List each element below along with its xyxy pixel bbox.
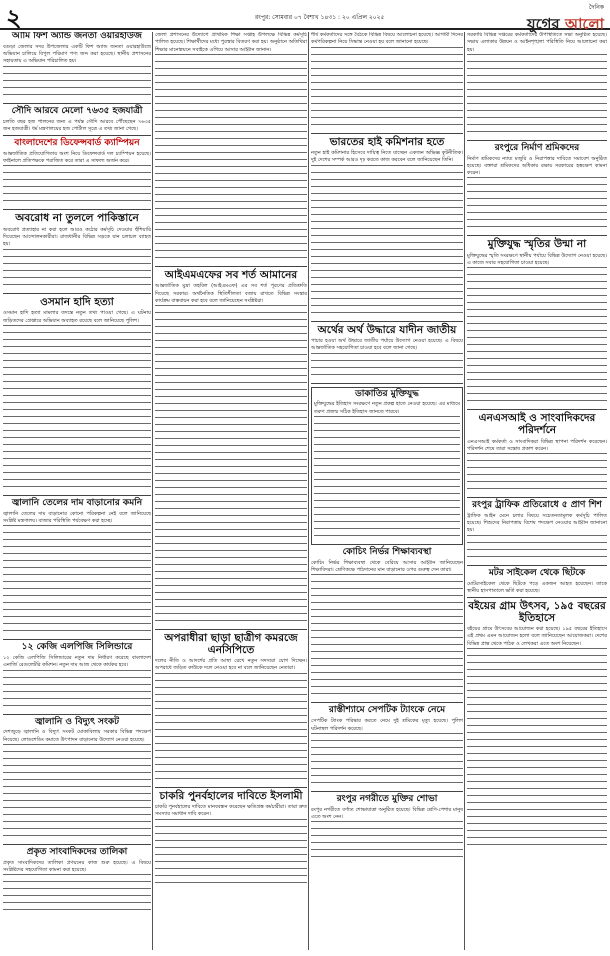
article-headline: অর্থের অর্থ উদ্ধারে যাদীন জাতীয় [317,323,457,336]
article-text-lines [155,305,307,627]
article-body: জেলা প্রশাসনের উদ্যোগে প্রাথমিক শিক্ষা সপ্তাহ উপলক্ষে বিভিন্ন কর্মসূচি পালিত হয়েছে। শিক্ষার্থীদের মধ্যে পুরস্কার বিতরণ করা হয়। অনুষ্ঠানে অতিথিরা শিক্ষার মানোন্নয়নে সবাইকে এগিয়ে আসার আহ্বান জানান। [155,32,307,53]
article-headline: এনএসআই ও সাংবাদিকদের পরিদর্শনে [478,412,596,436]
article-body: আন্তর্জাতিক প্রতিযোগিতায় অংশ নিয়ে ডিফেন্সবার্ড দল চ্যাম্পিয়ন হয়েছে। ফাইনালে প্রতিপক্ষকে পরাজিত করে তারা এ সাফল্য অর্জন করে। [3,150,151,165]
article-headline: আর্মি ফিশ অ্যান্ড জনতা ওয়ারহাউজ [12,32,142,41]
article-headline: ১২ কেজি এলপিজি সিলিন্ডারে [21,642,133,653]
article [311,706,463,791]
article-headline: প্রকৃত সাংবাদিকদের তালিকা [26,846,128,857]
article-headline: জ্বালানি তেলের দাম বাড়ানোর কমনি [11,497,143,508]
article-headline: অপরাধীরা ছাড়া ছাত্রীগ কমরজে এনসিপিতে [164,632,298,656]
article-headline: বইয়ের গ্রাম উৎসব, ১৯৫ বছরের ইতিহাসে [468,600,606,624]
article-text-lines [311,353,463,381]
article-text-lines [3,525,151,637]
article [3,643,151,714]
article [467,32,607,141]
article-headline: আইএমএফের সব শর্ত আমানের [164,268,298,281]
article-body: দলের নীতি ও আদর্শের প্রতি আস্থা রেখে নতুন সদস্যরা যোগ দিচ্ছেন। অপরাধে জড়িত কাউকে দলে নেওয়া হবে না বলে জানিয়েছেন নেতারা। [155,658,307,672]
article-text-lines [3,874,151,914]
article-body: নতুন হাই কমিশনার হিসেবে দায়িত্ব নিতে যাচ্ছেন একজন অভিজ্ঞ কূটনীতিক। দুই দেশের সম্পর্ক আরও দৃঢ় করতে কাজ করবেন বলে জানিয়েছেন তিনি। [311,150,463,164]
article-text-lines [155,673,307,785]
article-body: জ্বালানি তেলের দাম বাড়ানোর কোনো পরিকল্পনা নেই বলে জানিয়েছে সংশ্লিষ্ট মন্ত্রণালয়। বাজার পরিস্থিতি পর্যবেক্ষণ করা হচ্ছে। [3,510,151,524]
article-text-lines [3,249,151,291]
page-number: ২ [6,3,22,32]
article [467,239,607,410]
article-text-lines [467,267,607,407]
article [467,601,607,850]
column-divider [152,32,153,950]
article-headline: ডাকাতির মুক্তিযুদ্ধ [355,388,419,399]
brand-small: দৈনিক [588,4,604,11]
article-headline: মটর সাইকেল থেকে ছিটকে [488,567,586,578]
brand-part1: যুগের [526,15,560,33]
article-headline: ভারতের হাই কমিশনার হতে [329,135,445,148]
article-body: ওসমান হাদি হত্যা মামলার তদন্তে নতুন তথ্য পাওয়া গেছে। এ ঘটনায় জড়িতদের গ্রেপ্তারে অভিযান অব্যাহত রয়েছে বলে জানিয়েছে পুলিশ। [3,310,151,324]
brand-title [527,15,604,33]
article [3,718,151,845]
article [311,548,463,703]
article [155,791,307,891]
article-body: চলতি বছর হজ পালনের জন্য এ পর্যন্ত সৌদি আরবে পৌঁছেছেন ৭৬৩৫ জন হজযাত্রী। ধর্ম মন্ত্রণালয়ের হজ পোর্টাল সূত্রে এ তথ্য জানা গেছে। [3,118,151,132]
article-text-lines [467,648,607,848]
article [3,139,151,210]
article-body: মুক্তিযুদ্ধের ইতিহাস সংরক্ষণে নতুন প্রকল্প হাতে নেওয়া হয়েছে। এর মাধ্যমে তরুণ প্রজন্ম সঠিক ইতিহাস জানতে পারবে। [314,401,460,415]
article-text-lines [311,165,463,319]
article-body: পাচার হওয়া অর্থ উদ্ধারে জাতীয় পর্যায়ে উদ্যোগ নেওয়া হয়েছে। এ বিষয়ে আন্তর্জাতিক সহযোগিতা চাওয়া হবে বলে জানা গেছে। [311,338,463,352]
article-headline: রাস্তীশ্যামে সেপটিক ট্যাংকে নেমে [328,705,446,716]
article-body: সেপটিক ট্যাংক পরিষ্কার করতে নেমে দুই শ্রমিকের মৃত্যু হয়েছে। পুলিশ ঘটনাস্থল পরিদর্শন করেছে। [311,718,463,732]
column-divider [308,32,309,950]
article-headline: কোচিং নির্ভর শিক্ষাব্যবস্থা [342,546,432,557]
article [311,32,463,134]
article [3,107,151,136]
article-text-lines [467,453,607,495]
article-headline: অবরোধ না তুললে পাকিস্তানে [15,212,139,225]
article-headline: রংপুর নগরীতে মুক্তির শোভা [336,793,438,804]
article [311,795,463,863]
article-body: রংপুর নগরীতে বর্ণাঢ্য শোভাযাত্রা অনুষ্ঠিত হয়েছে। বিভিন্ন শ্রেণি-পেশার মানুষ এতে অংশ নেন। [311,806,463,820]
article-text-lines [155,54,307,264]
article-body: ১২ কেজি এলপিজি সিলিন্ডারের নতুন দাম নির্ধারণ করেছে বাংলাদেশ এনার্জি রেগুলেটরি কমিশন। নতুন দাম আজ থেকে কার্যকর হবে। [3,655,151,669]
article-body: কোচিং নির্ভর শিক্ষাব্যবস্থা থেকে বেরিয়ে আসার আহ্বান জানিয়েছেন শিক্ষাবিদরা। শ্রেণিকক্ষে পাঠদানের মান বাড়ানোর ওপর গুরুত্ব দেন তারা। [311,559,463,574]
article-headline: রংপুরে নির্মাণ শ্রমিকদের [494,142,580,153]
article [3,32,151,104]
article-text-lines [3,744,151,842]
article [3,297,151,496]
article-body: সরকারি বিভিন্ন দপ্তরের কর্মকর্তাদের উপস্থিতিতে সভা অনুষ্ঠিত হয়েছে। সভায় এলাকার উন্নয়ন ও আইনশৃঙ্খলা পরিস্থিতি নিয়ে আলোচনা করা হয়। [467,32,607,53]
article-body: দেশজুড়ে জ্বালানি ও বিদ্যুৎ সংকট মোকাবিলায় সরকার বিভিন্ন পদক্ষেপ নিয়েছে। লোডশেডিং কমাতে উৎপাদন বাড়ানোর উদ্যোগ নেওয়া হয়েছে। [3,729,151,743]
article-headline: চাকরি পুনর্বহালের দাবিতে ইসলামী [159,789,303,802]
article-text-lines [311,47,463,131]
article-text-lines [311,821,463,861]
article-body: চাকরি পুনর্বহালের দাবিতে মানববন্ধন করেছেন ক্ষতিগ্রস্ত কর্মচারীরা। তারা দ্রুত সমস্যার সমাধান দাবি করেন। [155,804,307,818]
article [311,325,463,384]
column-1 [3,32,151,919]
article-text-lines [311,733,463,789]
article [3,499,151,640]
article-headline: রংপুর ট্রাফিক প্রতিরোধে ৫ প্রাণ শিশ [472,500,602,511]
article-headline: সৌদি আরবে মেলো ৭৬৩৫ হজযাত্রী [11,105,143,116]
article-text-lines [3,165,151,207]
article-body: নির্মাণ শ্রমিকদের ন্যায্য মজুরি ও নিরাপত্তার দাবিতে সমাবেশ অনুষ্ঠিত হয়েছে। বক্তারা শ্রমিকদের অধিকার রক্ষায় সরকারের হস্তক্ষেপ কামনা করেন। [467,155,607,177]
article-headline: জ্বালানি ও বিদ্যুৎ সংকট [34,716,120,727]
article-text-lines [467,535,607,563]
article-body: মোটরসাইকেল থেকে ছিটকে পড়ে একজন আহত হয়েছেন। তাকে স্থানীয় হাসপাতালে ভর্তি করা হয়েছে। [467,580,607,594]
article-text-lines [3,325,151,493]
article [155,32,307,267]
article-text-lines [3,670,151,712]
dateline: রংপুর: সোমবার ০৭ বৈশাখ ১৪৩১ : ২০ এপ্রিল ২০২৫ [255,14,385,21]
article-body: অবরোধ প্রত্যাহার না করা হলে আরও কঠোর কর্মসূচি দেওয়ার হুঁশিয়ারি দিয়েছেন আন্দোলনকারীরা। রাজধানীর বিভিন্ন সড়কে যান চলাচল ব্যাহত হয়। [3,226,151,248]
article [3,848,151,916]
article-body: ট্রাফিক আইন মেনে চলার বিষয়ে সচেতনতামূলক কর্মসূচি পালিত হয়েছে। শিশুদের নিরাপত্তায় বিশেষ পদক্ষেপ নেওয়ার আহ্বান জানানো হয়। [467,512,607,534]
article-body: প্রকৃত সাংবাদিকদের তালিকা প্রণয়নের কাজ শুরু হয়েছে। এ বিষয়ে সংশ্লিষ্টদের সহযোগিতা কামনা করা হয়েছে। [3,859,151,874]
article-text-lines [467,177,607,233]
article-body: আন্তর্জাতিক মুদ্রা তহবিল (আইএমএফ) এর সব শর্ত পূরণের প্রতিশ্রুতি দিয়েছে সরকার। অর্থনৈতিক স্থিতিশীলতা বজায় রাখতে বিভিন্ন সংস্কার কার্যক্রম বাস্তবায়ন করা হবে বলে জানিয়েছেন সংশ্লিষ্টরা। [155,283,307,304]
article-headline: মুক্তিযুদ্ধ স্মৃতির উন্মা না [487,238,587,251]
article-text-lines [311,574,463,700]
brand-part2: আলো [564,15,604,33]
column-2 [155,32,307,894]
article [155,270,307,630]
article-text-lines [155,819,307,889]
article-body: মুক্তিযুদ্ধের স্মৃতি সংরক্ষণে স্থানীয় পর্যায়ে বিভিন্ন উদ্যোগ নেওয়া হয়েছে। এ কাজে সবার সহযোগিতা চাওয়া হয়েছে। [467,252,607,267]
article [155,633,307,788]
article-text-lines [314,416,460,542]
column-4 [467,32,607,853]
article-text-lines [3,66,151,101]
article [467,569,607,598]
masthead [0,0,610,33]
article [467,501,607,566]
article [467,144,607,237]
article-body: এনএসআই কর্মকর্তা ও সাংবাদিকরা বিভিন্ন স্থাপনা পরিদর্শন করেছেন। পরিদর্শন শেষে তারা সন্তোষ প্রকাশ করেন। [467,438,607,452]
article [467,413,607,498]
article-headline: বাংলাদেশের ডিফেন্সবার্ড ক্যাম্পিয়ন [14,138,140,149]
article [3,213,151,293]
column-divider [464,32,465,950]
article-body: বইয়ের গ্রামে উৎসবের আয়োজন করা হয়েছে। ১৯৫ বছরের ইতিহাসে এই প্রথম এমন আয়োজন হলো বলে জানিয়েছেন আয়োজকরা। দেশের বিভিন্ন প্রান্ত থেকে পাঠক ও লেখকরা এতে অংশ নিয়েছেন। [467,626,607,647]
article-headline: ওসমান হাদি হত্যা [40,295,114,308]
article-text-lines [467,54,607,138]
column-3 [311,32,463,866]
article [311,137,463,322]
article-body: শীর্ষ কর্মকর্তাদের সঙ্গে বৈঠকে বিভিন্ন বিষয়ে আলোচনা হয়েছে। আগামী দিনের কর্মপরিকল্পনা নিয়ে সিদ্ধান্ত নেওয়া হয় বলে জানানো হয়েছে। [311,32,463,46]
article [311,387,463,545]
article-body: বগুড়া জেলার সদর উপজেলার একটি ফিশ অ্যান্ড জনতা ওয়ারহাউজে অভিযান চালিয়ে বিপুল পরিমাণ পণ্য জব্দ করা হয়েছে। স্থানীয় প্রশাসনের সহায়তায় এ অভিযান পরিচালিত হয়। [3,43,151,65]
